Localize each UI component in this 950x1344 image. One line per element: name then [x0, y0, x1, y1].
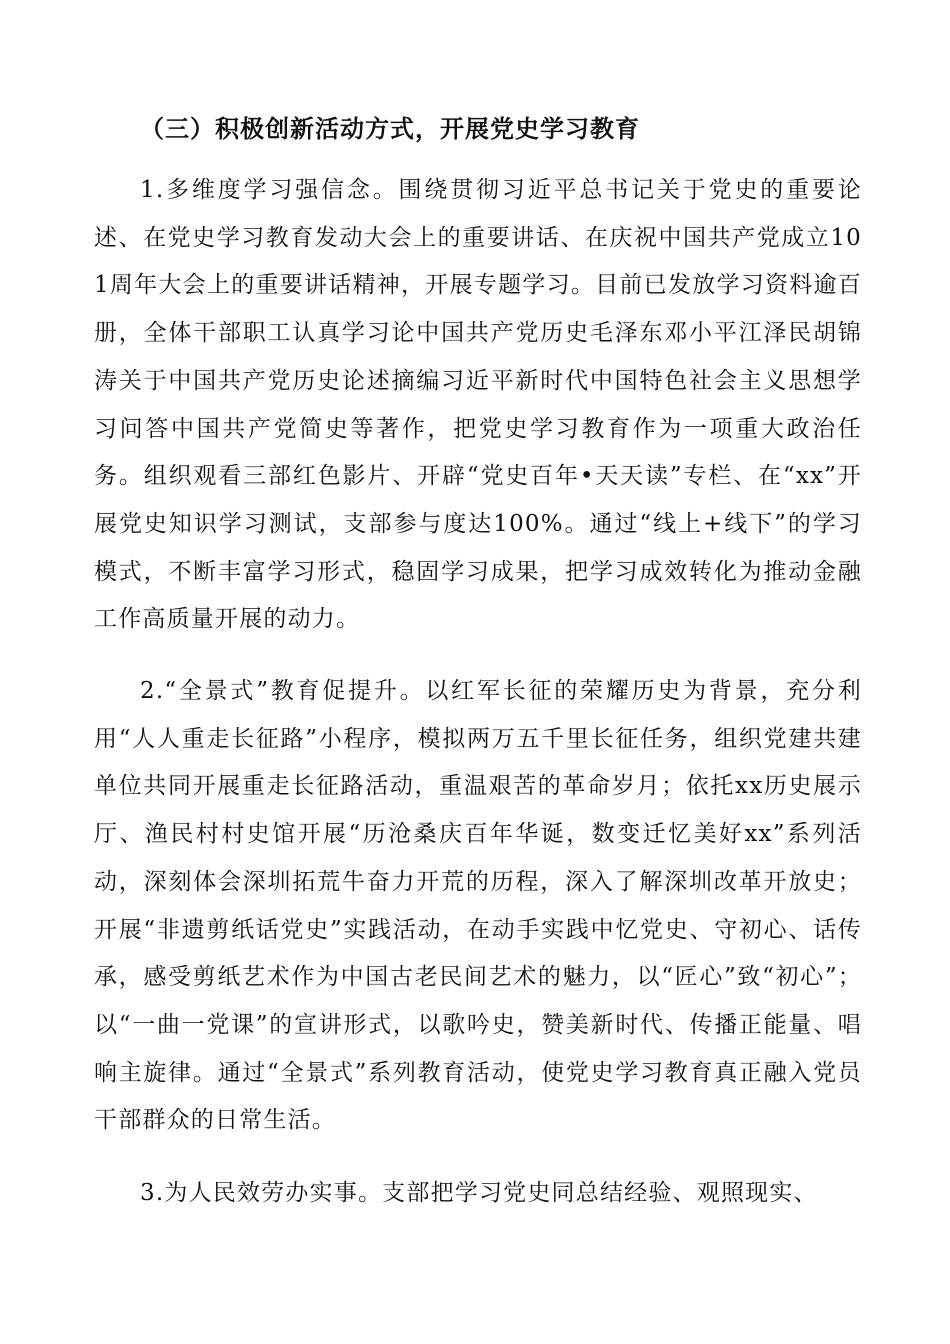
paragraph-panoramic-education: 2.“全景式”教育促提升。以红军长征的荣耀历史为背景，充分利用“人人重走长征路”小程序，模拟两万五千里长征任务，组织党建共建单位共同开展重走长征路活动，重温艰苦的革命岁月；依托xx历史展示厅、渔民村村史馆开展“历沧桑庆百年华诞，数变迁忆美好xx”系列活动，深刻体会深圳拓荒牛奋力开荒的历程，深入了解深圳改革开放史；开展“非遗剪纸话党史”实践活动，在动手实践中忆党史、守初心、话传承，感受剪纸艺术作为中国古老民间艺术的魅力，以“匠心”致“初心”；以“一曲一党课”的宣讲形式，以歌吟史，赞美新时代、传播正能量、唱响主旋律。通过“全景式”系列教育活动，使党史学习教育真正融入党员干部群众的日常生活。 [94, 678, 862, 1134]
paragraph-serve-people: 3.为人民效劳办实事。支部把学习党史同总结经验、观照现实、 [140, 1180, 818, 1207]
section-heading: （三）积极创新活动方式，开展党史学习教育 [140, 114, 640, 143]
document-body [94, 103, 862, 1218]
paragraph-study-belief: 1.多维度学习强信念。围绕贯彻习近平总书记关于党史的重要论述、在党史学习教育发动大会上的重要讲话、在庆祝中国共产党成立101周年大会上的重要讲话精神，开展专题学习。目前已发放学习资料逾百册，全体干部职工认真学习论中国共产党历史毛泽东邓小平江泽民胡锦涛关于中国共产党历史论述摘编习近平新时代中国特色社会主义思想学习问答中国共产党简史等著作，把党史学习教育作为一项重大政治任务。组织观看三部红色影片、开辟“党史百年•天天读”专栏、在“xx”开展党史知识学习测试，支部参与度达100%。通过“线上+线下”的学习模式，不断丰富学习形式，稳固学习成果，把学习成效转化为推动金融工作高质量开展的动力。 [94, 177, 862, 633]
